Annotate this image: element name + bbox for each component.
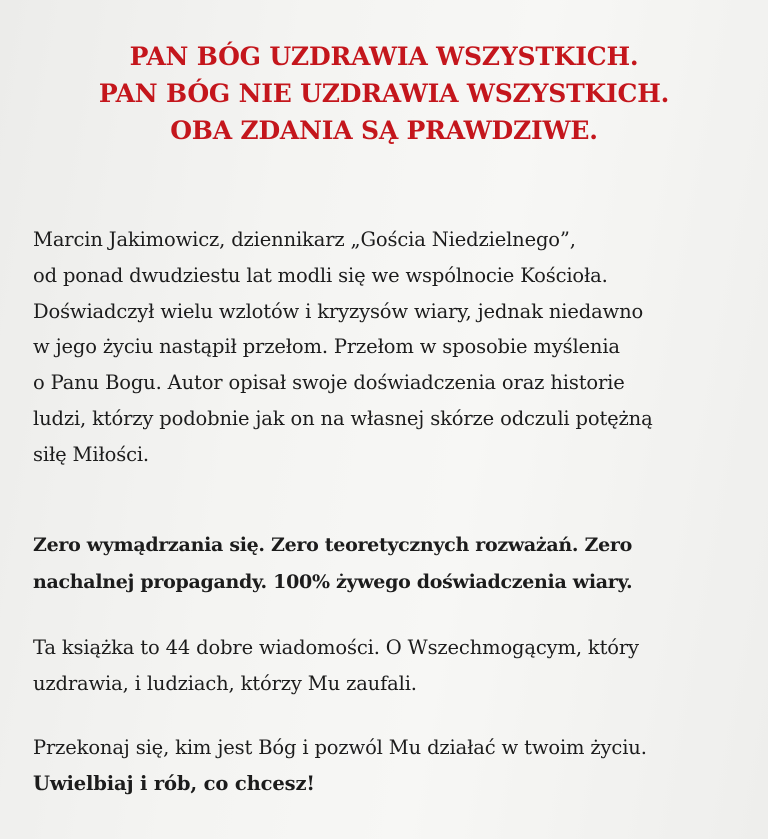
summary-line: Ta książka to 44 dobre wiadomości. O Wszechmogącym, który bbox=[33, 636, 639, 659]
closing-line: Przekonaj się, kim jest Bóg i pozwól Mu działać w twoim życiu. bbox=[33, 736, 647, 759]
tagline-line: Zero wymądrzania się. Zero teoretycznych rozważań. Zero bbox=[33, 534, 632, 556]
bold-tagline-paragraph bbox=[33, 527, 753, 601]
description-line: o Panu Bogu. Autor opisał swoje doświadczenia oraz historie bbox=[33, 371, 625, 395]
closing-paragraph bbox=[33, 730, 753, 802]
description-line: Doświadczył wielu wzlotów i kryzysów wiary, jednak niedawno bbox=[33, 299, 644, 323]
tagline-line: nachalnej propagandy. 100% żywego doświadczenia wiary. bbox=[33, 571, 633, 593]
headline bbox=[0, 38, 768, 149]
description-line: od ponad dwudziestu lat modli się we wspólnocie Kościoła. bbox=[33, 263, 608, 287]
summary-paragraph bbox=[33, 630, 753, 702]
headline-line-3: OBA ZDANIA SĄ PRAWDZIWE. bbox=[170, 116, 598, 145]
headline-line-1: PAN BÓG UZDRAWIA WSZYSTKICH. bbox=[129, 42, 639, 71]
description-paragraph bbox=[33, 222, 753, 473]
description-line: Marcin Jakimowicz, dziennikarz „Gościa Niedzielnego”, bbox=[33, 228, 576, 251]
headline-line-2: PAN BÓG NIE UZDRAWIA WSZYSTKICH. bbox=[98, 79, 670, 108]
summary-line: uzdrawia, i ludziach, którzy Mu zaufali. bbox=[33, 671, 417, 695]
description-line: w jego życiu nastąpił przełom. Przełom w sposobie myślenia bbox=[33, 335, 620, 359]
description-line: ludzi, którzy podobnie jak on na własnej skórze odczuli potężną bbox=[33, 406, 653, 430]
description-line: siłę Miłości. bbox=[33, 442, 149, 466]
closing-slogan: Uwielbiaj i rób, co chcesz! bbox=[33, 771, 315, 795]
